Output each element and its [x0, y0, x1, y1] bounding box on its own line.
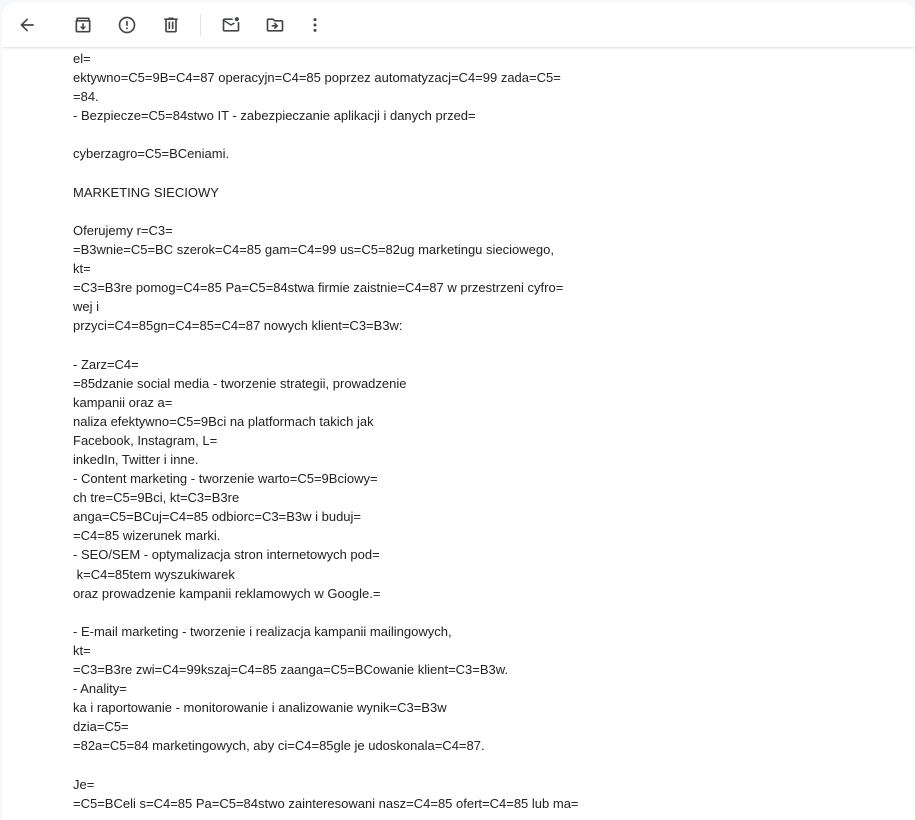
message-toolbar: [2, 2, 915, 47]
message-line: cyberzagro=C5=BCeniami.: [73, 146, 230, 162]
archive-icon: [73, 15, 93, 35]
message-line: [73, 603, 579, 622]
message-line: ch tre=C5=9Bci, kt=C3=B3re: [73, 490, 240, 506]
message-line: - E-mail marketing - tworzenie i realizacja kampanii mailingowych,: [73, 623, 452, 639]
message-line: dzia=C5=: [73, 719, 129, 735]
message-body: [73, 49, 579, 813]
toolbar-divider: [200, 14, 201, 36]
move-to-folder-icon: [265, 15, 285, 35]
message-line: [73, 202, 579, 221]
message-line: =C4=85 wizerunek marki.: [73, 528, 221, 544]
archive-button[interactable]: [71, 13, 95, 37]
move-to-button[interactable]: [263, 13, 287, 37]
message-line: Je=: [73, 776, 95, 792]
message-line: =B3wnie=C5=BC szerok=C4=85 gam=C4=99 us=C5=82ug marketingu sieciowego,: [73, 241, 554, 257]
arrow-back-icon: [17, 15, 37, 35]
message-line: =84.: [73, 89, 99, 105]
message-line: kt=: [73, 261, 91, 277]
delete-button[interactable]: [159, 13, 183, 37]
message-line: [73, 335, 579, 354]
more-button[interactable]: [303, 13, 327, 37]
message-line: Oferujemy r=C3=: [73, 222, 173, 238]
message-line: =C3=B3re zwi=C4=99kszaj=C4=85 zaanga=C5=BCowanie klient=C3=B3w.: [73, 662, 509, 677]
report-icon: [117, 15, 137, 35]
trash-icon: [161, 15, 181, 35]
report-spam-button[interactable]: [115, 13, 139, 37]
message-line: MARKETING SIECIOWY: [73, 184, 219, 200]
message-line: =82a=C5=84 marketingowych, aby ci=C4=85gle je udoskonala=C4=87.: [73, 738, 485, 754]
message-line: - SEO/SEM - optymalizacja stron internetowych pod=: [73, 547, 380, 563]
message-line: - Zarz=C4=: [73, 356, 139, 372]
message-line: el=: [73, 51, 91, 66]
message-line: =C5=BCeli s=C4=85 Pa=C5=84stwo zainteresowani nasz=C4=85 ofert=C4=85 lub ma=: [73, 795, 579, 811]
message-line: ka i raportowanie - monitorowanie i analizowanie wynik=C3=B3w: [73, 700, 447, 716]
back-button[interactable]: [15, 13, 39, 37]
message-line: - Bezpiecze=C5=84stwo IT - zabezpieczanie aplikacji i danych przed=: [73, 108, 476, 124]
message-line: wej i: [73, 299, 100, 315]
message-line: =85dzanie social media - tworzenie strategii, prowadzenie: [73, 375, 407, 391]
message-line: k=C4=85tem wyszukiwarek: [73, 566, 235, 582]
message-line: =C3=B3re pomog=C4=85 Pa=C5=84stwa firmie zaistnie=C4=87 w przestrzeni cyfro=: [73, 280, 564, 296]
message-line: inkedIn, Twitter i inne.: [73, 451, 199, 467]
mark-unread-icon: [221, 15, 241, 35]
message-line: kampanii oraz a=: [73, 394, 173, 410]
message-line: [73, 125, 579, 144]
message-line: anga=C5=BCuj=C4=85 odbiorc=C3=B3w i buduj=: [73, 509, 362, 525]
mark-unread-button[interactable]: [219, 13, 243, 37]
message-line: ektywno=C5=9B=C4=87 operacyjn=C4=85 poprzez automatyzacj=C4=99 zada=C5=: [73, 70, 561, 86]
message-line: [73, 755, 579, 774]
email-view: [2, 2, 915, 820]
message-line: - Content marketing - tworzenie warto=C5=9Bciowy=: [73, 471, 378, 487]
message-line: naliza efektywno=C5=9Bci na platformach takich jak: [73, 413, 374, 429]
message-line: kt=: [73, 642, 91, 658]
message-line: przyci=C4=85gn=C4=85=C4=87 nowych klient=C3=B3w:: [73, 318, 403, 334]
message-line: - Anality=: [73, 681, 127, 697]
message-line: [73, 164, 579, 183]
message-line: oraz prowadzenie kampanii reklamowych w Google.=: [73, 585, 381, 601]
more-vert-icon: [305, 15, 325, 35]
message-line: Facebook, Instagram, L=: [73, 432, 218, 448]
